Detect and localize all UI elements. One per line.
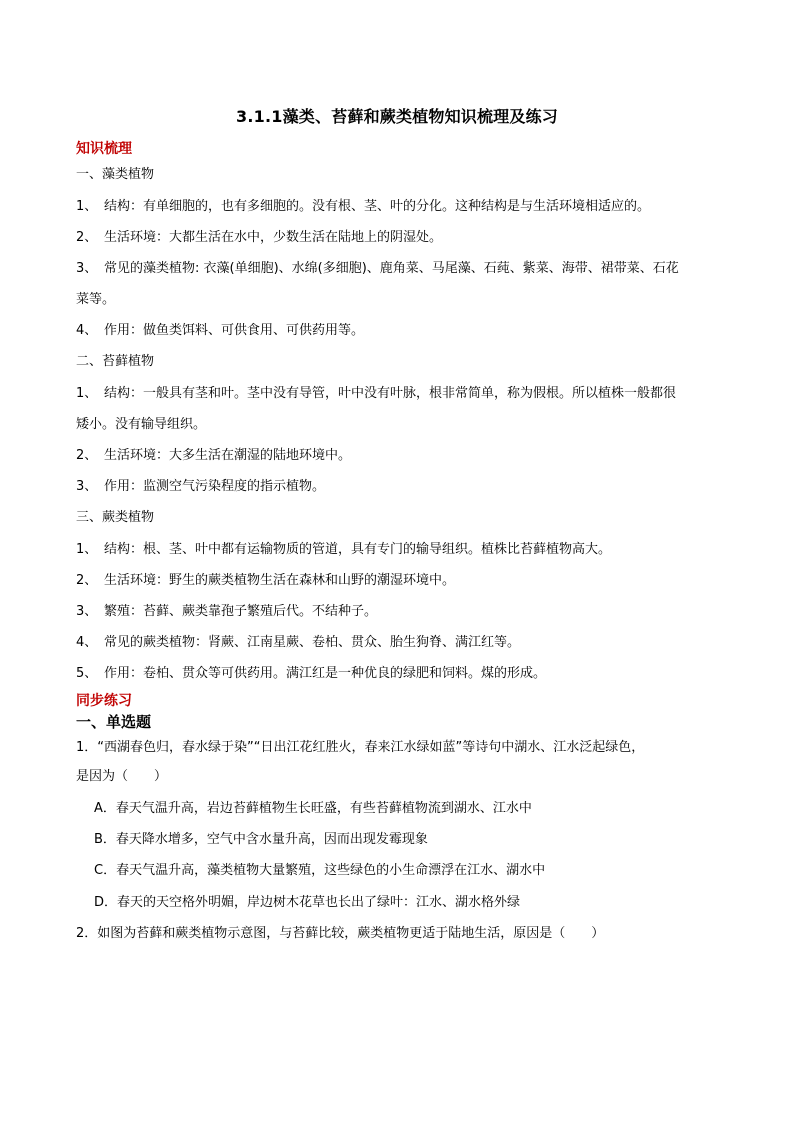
item-text: 作用：做鱼类饵料、可供食用、可供药用等。 <box>104 323 365 338</box>
algae-item-4 <box>76 322 726 340</box>
item-text: 作用：卷柏、贯众等可供药用。满江红是一种优良的绿肥和饲料。煤的形成。 <box>104 666 547 681</box>
knowledge-header: 知识梳理 <box>76 141 132 157</box>
item-number: 2、 <box>76 573 98 588</box>
fern-item-1 <box>76 541 726 559</box>
item-number: 1、 <box>76 386 98 401</box>
question-1-option-c: C．春天气温升高，藻类植物大量繁殖，这些绿色的小生命漂浮在江水、湖水中 <box>94 863 546 878</box>
item-number: 4、 <box>76 635 98 650</box>
item-text: 结构：一般具有茎和叶。茎中没有导管，叶中没有叶脉，根非常简单，称为假根。所以植株一般都很 <box>104 386 677 401</box>
item-number: 4、 <box>76 323 98 338</box>
item-text: 结构：根、茎、叶中都有运输物质的管道，具有专门的输导组织。植株比苔藓植物高大。 <box>104 542 612 557</box>
item-text: 常见的藻类植物: 衣藻(单细胞)、水绵(多细胞)、鹿角菜、马尾藻、石莼、紫菜、海带、裙带菜、石花 <box>104 261 679 276</box>
moss-item-2 <box>76 447 726 465</box>
item-number: 1、 <box>76 199 98 214</box>
algae-item-1 <box>76 198 726 216</box>
question-1-option-a: A．春天气温升高，岩边苔藓植物生长旺盛，有些苔藓植物流到湖水、江水中 <box>94 801 532 816</box>
item-number: 3、 <box>76 261 98 276</box>
question-1-option-b: B．春天降水增多，空气中含水量升高，因而出现发霉现象 <box>94 832 428 847</box>
item-text: 作用：监测空气污染程度的指示植物。 <box>104 479 326 494</box>
item-text: 结构：有单细胞的，也有多细胞的。没有根、茎、叶的分化。这种结构是与生活环境相适应的。 <box>104 199 651 214</box>
section-heading-moss: 二、苔藓植物 <box>76 354 155 369</box>
fern-item-5 <box>76 665 726 683</box>
fern-item-2 <box>76 572 726 590</box>
item-number: 2、 <box>76 448 98 463</box>
document-title: 3.1.1藻类、苔藓和蕨类植物知识梳理及练习 <box>236 107 558 126</box>
moss-item-3 <box>76 478 726 496</box>
item-text: 生活环境：大都生活在水中，少数生活在陆地上的阴湿处。 <box>104 230 443 245</box>
item-text: 繁殖：苔藓、蕨类靠孢子繁殖后代。不结种子。 <box>104 604 378 619</box>
item-text: 生活环境：大多生活在潮湿的陆地环境中。 <box>104 448 352 463</box>
question-2-line-1: 2．如图为苔藓和蕨类植物示意图，与苔藓比较，蕨类植物更适于陆地生活，原因是（ ） <box>76 926 605 941</box>
item-number: 3、 <box>76 604 98 619</box>
fern-item-3 <box>76 603 726 621</box>
question-1-line-2: 是因为（ ） <box>76 769 168 784</box>
item-number: 3、 <box>76 479 98 494</box>
fern-item-4 <box>76 634 726 652</box>
practice-header: 同步练习 <box>76 693 132 709</box>
algae-item-3 <box>76 260 726 278</box>
item-number: 2、 <box>76 230 98 245</box>
moss-item-1 <box>76 385 726 403</box>
section-heading-algae: 一、藻类植物 <box>76 167 155 182</box>
question-1-line-1: 1．“西湖春色归，春水绿于染”“日出江花红胜火，春来江水绿如蓝”等诗句中湖水、江水泛起绿色， <box>76 740 645 755</box>
question-1-option-d: D．春天的天空格外明媚，岸边树木花草也长出了绿叶：江水、湖水格外绿 <box>94 895 521 910</box>
algae-item-2 <box>76 229 726 247</box>
item-text: 生活环境：野生的蕨类植物生活在森林和山野的潮湿环境中。 <box>104 573 456 588</box>
moss-item-1-cont: 矮小。没有输导组织。 <box>76 417 207 432</box>
item-text: 常见的蕨类植物：肾蕨、江南星蕨、卷柏、贯众、胎生狗脊、满江红等。 <box>104 635 521 650</box>
item-number: 5、 <box>76 666 98 681</box>
section-heading-fern: 三、蕨类植物 <box>76 510 155 525</box>
algae-item-3-cont: 菜等。 <box>76 292 116 307</box>
item-number: 1、 <box>76 542 98 557</box>
single-choice-heading: 一、单选题 <box>76 713 152 731</box>
